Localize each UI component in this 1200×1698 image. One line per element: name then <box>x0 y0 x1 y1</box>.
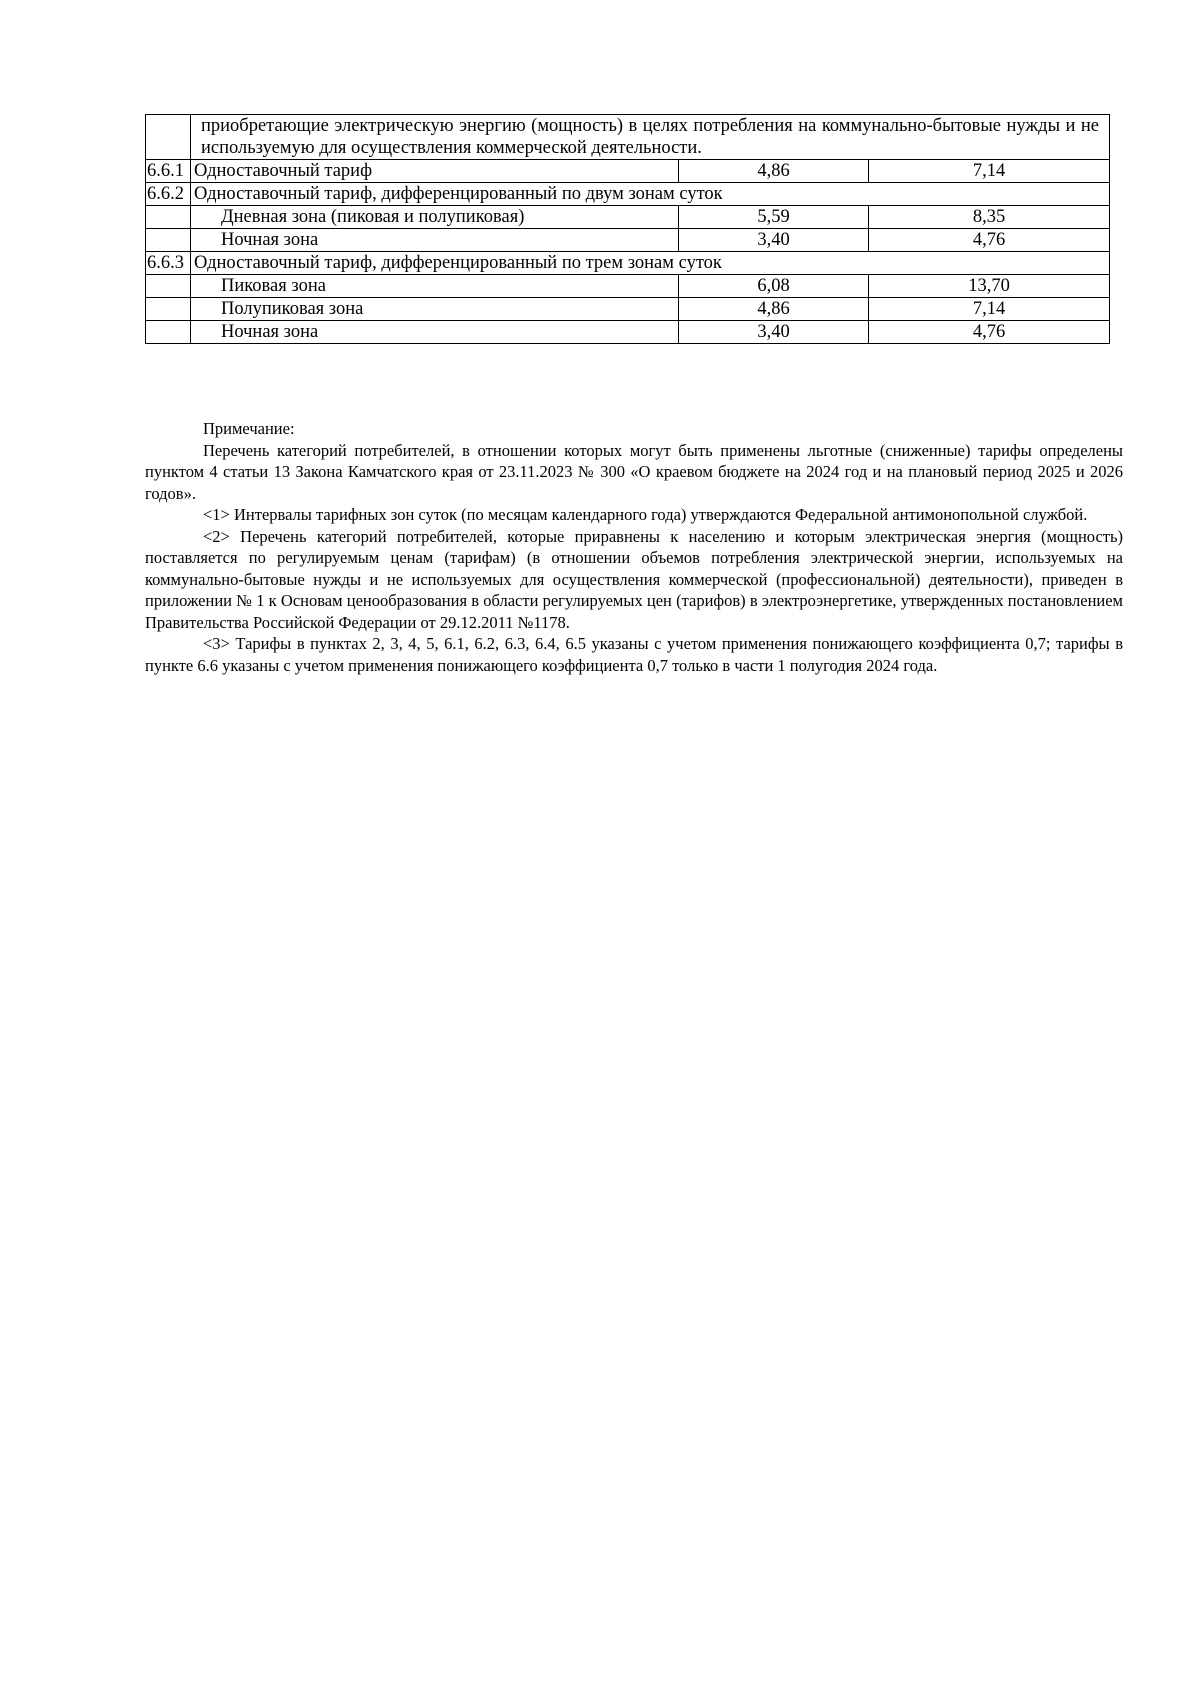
row-number: 6.6.3 <box>146 252 191 275</box>
row-label: Дневная зона (пиковая и полупиковая) <box>191 206 679 229</box>
value-cell: 3,40 <box>679 321 869 344</box>
row-label: Одноставочный тариф, дифференцированный по трем зонам суток <box>191 252 1110 275</box>
table-row <box>146 183 1110 206</box>
value-cell: 4,86 <box>679 298 869 321</box>
table-row <box>146 206 1110 229</box>
table-row <box>146 298 1110 321</box>
value-cell: 3,40 <box>679 229 869 252</box>
value-cell: 8,35 <box>869 206 1110 229</box>
tariff-table <box>145 114 1110 344</box>
value-cell: 6,08 <box>679 275 869 298</box>
row-number: 6.6.1 <box>146 160 191 183</box>
value-cell: 4,76 <box>869 321 1110 344</box>
table-row <box>146 229 1110 252</box>
table-row <box>146 275 1110 298</box>
table-row <box>146 115 1110 160</box>
value-cell: 13,70 <box>869 275 1110 298</box>
note-paragraph: <3> Тарифы в пунктах 2, 3, 4, 5, 6.1, 6.2, 6.3, 6.4, 6.5 указаны с учетом применения понижающего коэффициента 0,7; тарифы в пункте 6.6 указаны с учетом применения понижающего коэффициента 0,7 только в части 1 полугодия 2024 года. <box>145 634 1123 675</box>
row-label: Пиковая зона <box>191 275 679 298</box>
table-row <box>146 160 1110 183</box>
row-number-cell <box>146 321 191 344</box>
row-number-cell <box>146 115 191 160</box>
note-paragraph: <1> Интервалы тарифных зон суток (по месяцам календарного года) утверждаются Федеральной антимонопольной службой. <box>203 505 1088 524</box>
row-label: Одноставочный тариф, дифференцированный по двум зонам суток <box>191 183 1110 206</box>
value-cell: 4,76 <box>869 229 1110 252</box>
row-number-cell <box>146 275 191 298</box>
row-number-cell <box>146 298 191 321</box>
note-paragraph: <2> Перечень категорий потребителей, которые приравнены к населению и которым электрическая энергия (мощность) поставляется по регулируемым ценам (тарифам) (в отношении объемов потребления электрической энергии, используемых на коммунально-бытовые нужды и не используемых для осуществления коммерческой (профессиональной) деятельности), приведен в приложении № 1 к Основам ценообразования в области регулируемых цен (тарифов) в электроэнергетике, утвержденных постановлением Правительства Российской Федерации от 29.12.2011 №1178. <box>145 526 1123 632</box>
value-cell: 7,14 <box>869 160 1110 183</box>
row-number-cell <box>146 229 191 252</box>
row-label: Одноставочный тариф <box>191 160 679 183</box>
value-cell: 7,14 <box>869 298 1110 321</box>
row-number-cell <box>146 206 191 229</box>
row-number: 6.6.2 <box>146 183 191 206</box>
intro-text: приобретающие электрическую энергию (мощность) в целях потребления на коммунально-бытовые нужды и не используемую для осуществления коммерческой деятельности. <box>191 115 1110 160</box>
row-label: Ночная зона <box>191 321 679 344</box>
row-label: Ночная зона <box>191 229 679 252</box>
value-cell: 4,86 <box>679 160 869 183</box>
table-row <box>146 321 1110 344</box>
notes-section <box>145 418 1123 676</box>
row-label: Полупиковая зона <box>191 298 679 321</box>
table-row <box>146 252 1110 275</box>
value-cell: 5,59 <box>679 206 869 229</box>
notes-title: Примечание: <box>203 419 295 438</box>
note-paragraph: Перечень категорий потребителей, в отношении которых могут быть применены льготные (сниженные) тарифы определены пунктом 4 статьи 13 Закона Камчатского края от 23.11.2023 № 300 «О краевом бюджете на 2024 год и на плановый период 2025 и 2026 годов». <box>145 440 1123 503</box>
